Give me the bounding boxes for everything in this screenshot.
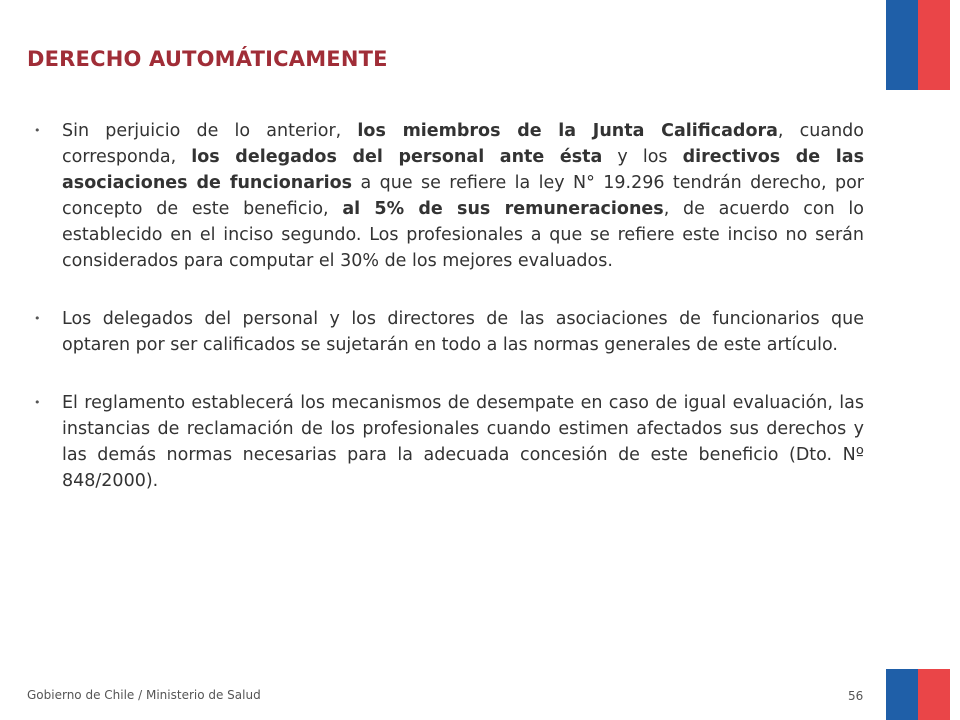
bullet-dot-icon: •: [34, 124, 41, 137]
page-number: 56: [848, 689, 864, 703]
bullet-text: El reglamento establecerá los mecanismos de desempate en caso de igual evaluación, las instancias de reclamación de los profesionales cuando estimen afectados sus derechos y las demás normas necesarias para la adecuada concesión de este beneficio (Dto. Nº 848/2000).: [62, 393, 864, 491]
bold-segment: directivos de las asociaciones de funcionarios: [62, 147, 864, 193]
bullet-item-2: [34, 306, 864, 358]
slide-title: DERECHO AUTOMÁTICAMENTE: [27, 47, 388, 71]
flag-red-band: [918, 669, 950, 720]
text-segment: y los: [602, 147, 683, 167]
bold-segment: al 5% de sus remuneraciones: [342, 199, 664, 219]
bold-segment: los miembros de la Junta Calificadora: [357, 121, 778, 141]
bullet-text: Los delegados del personal y los directores de las asociaciones de funcionarios que optaren por ser calificados se sujetarán en todo a las normas generales de este artículo.: [62, 309, 864, 355]
bullet-item-1: [34, 118, 864, 274]
text-segment: a que se refiere la ley N° 19.296 tendrán derecho, por concepto de este beneficio,: [62, 173, 864, 219]
footer-organization: Gobierno de Chile / Ministerio de Salud: [27, 688, 261, 702]
chile-flag-stripe-top: [886, 0, 950, 90]
bullet-item-3: [34, 390, 864, 494]
flag-blue-band: [886, 669, 918, 720]
bullet-dot-icon: •: [34, 312, 41, 325]
text-segment: , de acuerdo con lo establecido en el inciso segundo. Los profesionales a que se refiere este inciso no serán considerados para computar el 30% de los mejores evaluados.: [62, 199, 864, 271]
bold-segment: los delegados del personal ante ésta: [191, 147, 603, 167]
bullet-text: [62, 121, 864, 271]
chile-flag-stripe-bottom: [886, 669, 950, 720]
text-segment: Sin perjuicio de lo anterior,: [62, 121, 358, 141]
bullet-dot-icon: •: [34, 396, 41, 409]
flag-red-band: [918, 0, 950, 90]
text-segment: , cuando corresponda,: [62, 121, 865, 167]
flag-blue-band: [886, 0, 918, 90]
slide-content: [34, 118, 864, 526]
